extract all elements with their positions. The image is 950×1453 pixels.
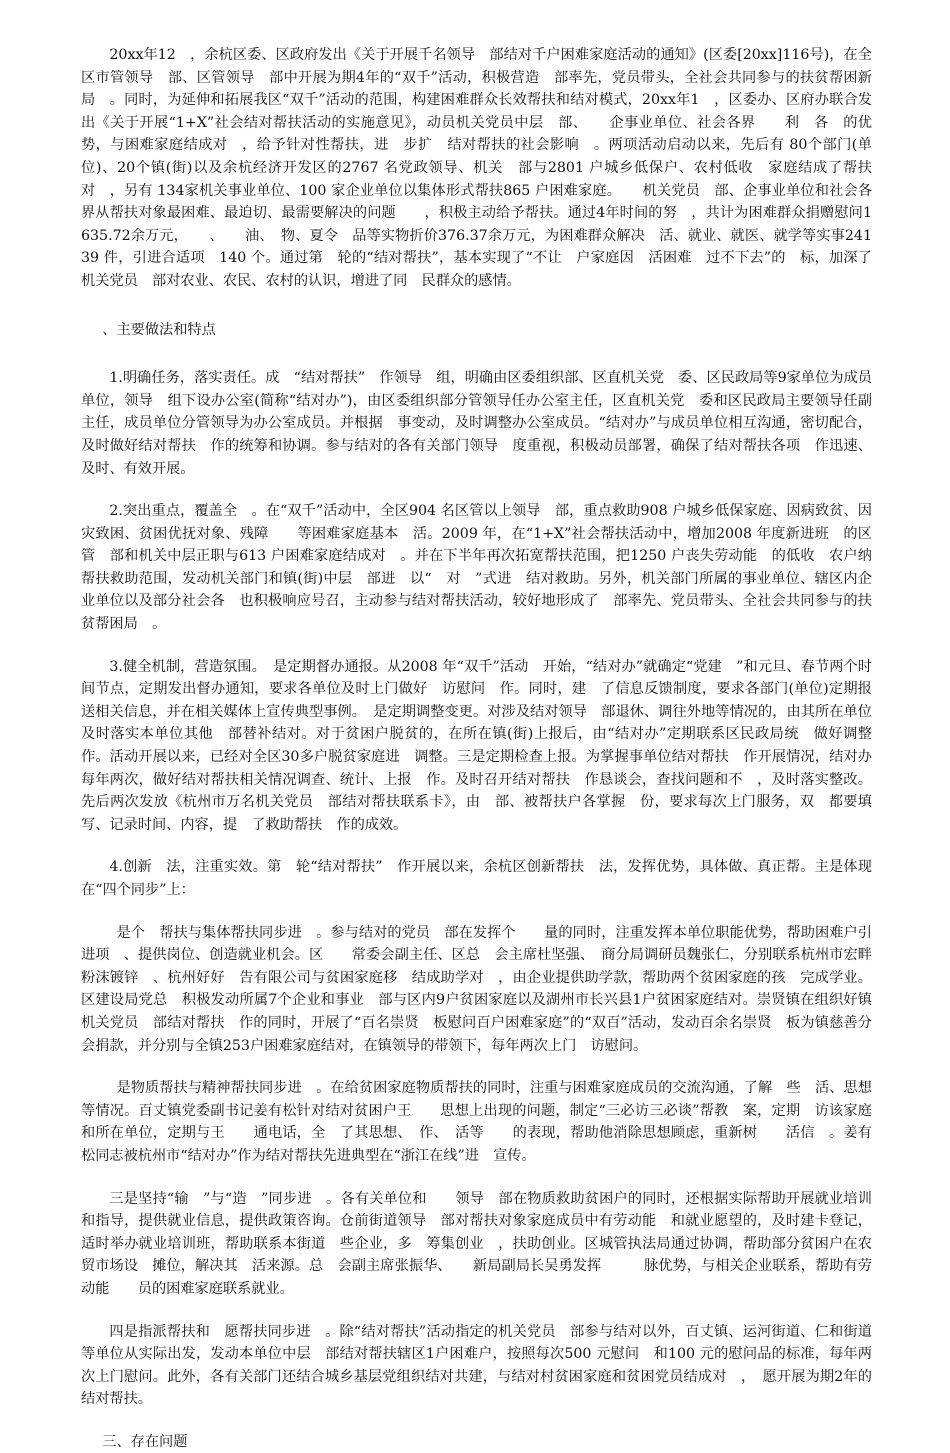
paragraph-transfusion-hematopoiesis: 三是坚持“输 ”与“造 ”同步进 。各有关单位和 领导 部在物质救助贫困户的同时，还根据实际帮助开展就业培训和指导，提供就业信息，提供政策咨询。仓前街道领导 部对帮扶对象家庭成员中有劳动能 和就业愿望的，及时建卡登记，适时举办就业培训班，帮助联系本街道 些企业，多 筹集创业 ，扶助创业。区城管执法局通过协调，帮助部分贫困户在农贸市场设 摊位，解决其 活来源。总 会副主席张振华、 新局副局长吴勇发挥 脉优势，与相关企业联系，帮助有劳动能 员的困难家庭联系就业。 xyxy=(81,1190,872,1297)
intro-paragraph: 20xx年12 ，余杭区委、区政府发出《关于开展千名领导 部结对千户困难家庭活动的通知》(区委[20xx]116号)，在全区市管领导 部、区管领导 部中开展为期4年的“双千”活动，积极营造 部率先，党员带头，全社会共同参与的扶贫帮困新局 。同时，为延伸和拓展我区“双千”活动的范围，构建困难群众长效帮扶和结对模式，20xx年1 ，区委办、区府办联合发出《关于开展“1+X”社会结对帮扶活动的实施意见》，动员机关党员中层 部、 企事业单位、社会各界 利 各 的优势，与困难家庭结成对 ，给予针对性帮扶，进 步扩 结对帮扶的社会影响 。两项活动启动以来，先后有 80个部门(单位)、20个镇(街)以及余杭经济开发区的2767 名党政领导、机关 部与2801 户城乡低保户、农村低收 家庭结成了帮扶对 ，另有 134家机关事业单位、100 家企业单位以集体形式帮扶865 户困难家庭。 机关党员 部、企事业单位和社会各界从帮扶对象最困难、最迫切、最需要解决的问题 ，积极主动给予帮扶。通过4年时间的努 ，共计为困难群众捐赠慰问1635.72余万元， 、 油、 物、夏令 品等实物折价376.37余万元，为困难群众解决 活、就业、就医、就学等实事24139 件，引进合适项 140 个。通过第 轮的“结对帮扶”，基本实现了“不让 户家庭因 活困难 过不下去”的 标，加深了机关党员 部对农业、农民、农村的认识，增进了同 民群众的感情。 xyxy=(81,47,872,289)
paragraph-innovate-methods: 4.创新 法，注重实效。第 轮“结对帮扶” 作开展以来，余杭区创新帮扶 法，发挥优势，具体做、真正帮。主是体现在“四个同步”上： xyxy=(81,859,872,898)
paragraph-individual-collective: 是个 帮扶与集体帮扶同步进 。参与结对的党员 部在发挥个 量的同时，注重发挥本单位职能优势，帮助困难户引进项 、提供岗位、创造就业机会。区 常委会副主任、区总 会主席杜坚强、 商分局调研员魏张仁，分别联系杭州市宏畔粉沫镀锌 、杭州好好 告有限公司与贫困家庭移 结成助学对 ，由企业提供助学款，帮助两个贫困家庭的孩 完成学业。区建设局党总 积极发动所属7个企业和事业 部与区内9户贫困家庭以及湖州市长兴县1户贫困家庭结对。崇贤镇在组织好镇机关党员 部结对帮扶 作的同时，开展了“百名崇贤 板慰问百户困难家庭”的“双百”活动，发动百余名崇贤 板为镇慈善分会捐款，并分别与全镇253户困难家庭结对，在镇领导的带领下，每年两次上门 访慰问。 xyxy=(81,924,872,1054)
section-heading-existing-problems: 三、存在问题 xyxy=(102,1433,188,1450)
paragraph-improve-mechanism: 3.健全机制，营造氛围。 是定期督办通报。从2008 年“双千”活动 开始，“结对办”就确定“党建 ”和元旦、春节两个时间节点，定期发出督办通知，要求各单位及时上门做好 访慰问 作。同时，建 了信息反馈制度，要求各部门(单位)定期报送相关信息，并在相关媒体上宣传典型事例。 是定期调整变更。对涉及结对领导 部退休、调往外地等情况的，由其所在单位及时落实本单位其他 部替补结对。对于贫困户脱贫的，在所在镇(街)上报后，由“结对办”定期联系区民政局统 做好调整 作。活动开展以来，已经对全区30多户脱贫家庭进 调整。三是定期检查上报。为掌握事单位结对帮扶 作开展情况，结对办每年两次，做好结对帮扶相关情况调查、统计、上报 作。及时召开结对帮扶 作恳谈会，查找问题和不 ，及时落实整改。先后两次发放《杭州市万名机关党员 部结对帮扶联系卡》，由 部、被帮扶户各掌握 份，要求每次上门服务，双 都要填写、记录时间、内容，提 了救助帮扶 作的成效。 xyxy=(81,658,887,833)
section-heading-main-practices: 、主要做法和特点 xyxy=(102,321,216,338)
paragraph-assigned-voluntary: 四是指派帮扶和 愿帮扶同步进 。除“结对帮扶”活动指定的机关党员 部参与结对以外，百丈镇、运河街道、仁和街道等单位从实际出发，发动本单位中层 部结对帮扶辖区1户困难户，按照每次500 元慰问 和100 元的慰问品的标准，每年两次上门慰问。此外，各有关部门还结合城乡基层党组织结对共建，与结对村贫困家庭和贫困党员结成对 ， 愿开展为期2年的结对帮扶。 xyxy=(81,1323,872,1408)
paragraph-highlight-focus: 2.突出重点，覆盖全 。在“双千”活动中，全区904 名区管以上领导 部，重点救助908 户城乡低保家庭、因病致贫、因灾致困、贫困优抚对象、残障 等困难家庭基本 活。2009 年，在“1+X”社会帮扶活动中，增加2008 年度新进班 的区管 部和机关中层正职与613 户困难家庭结成对 。并在下半年再次拓宽帮扶范围，把1250 户丧失劳动能 的低收 农户纳 帮扶救助范围，发动机关部门和镇(街)中层 部进 以“ 对 ”式进 结对救助。另外，机关部门所属的事业单位、辖区内企业单位以及部分社会各 也积极响应号召，主动参与结对帮扶活动，较好地形成了 部率先、党员带头、全社会共同参与的扶贫帮困局 。 xyxy=(81,503,887,633)
paragraph-clarify-tasks: 1.明确任务，落实责任。成 “结对帮扶” 作领导 组，明确由区委组织部、区直机关党 委、区民政局等9家单位为成员单位，领导 组下设办公室(简称“结对办”)，由区委组织部分管领导任办公室主任，区直机关党 委和区民政局主要领导任副主任，成员单位分管领导为办公室成员。并根据 事变动，及时调整办公室成员。“结对办”与成员单位相互沟通，密切配合，及时做好结对帮扶 作的统筹和协调。参与结对的各有关部门领导 度重视，积极动员部署，确保了结对帮扶各项 作迅速、及时、有效开展。 xyxy=(81,370,872,477)
paragraph-material-spiritual: 是物质帮扶与精神帮扶同步进 。在给贫困家庭物质帮扶的同时，注重与困难家庭成员的交流沟通，了解 些 活、思想等情况。百丈镇党委副书记姜有松针对结对贫困户王 思想上出现的问题，制定“三必访三必谈”帮教 案，定期 访该家庭和所在单位，定期与王 通电话，全 了其思想、 作、 活等 的表现，帮助他消除思想顾虑，重新树 活信 。姜有松同志被杭州市“结对办”作为结对帮扶先进典型在“浙江在线”进 宣传。 xyxy=(81,1080,872,1164)
